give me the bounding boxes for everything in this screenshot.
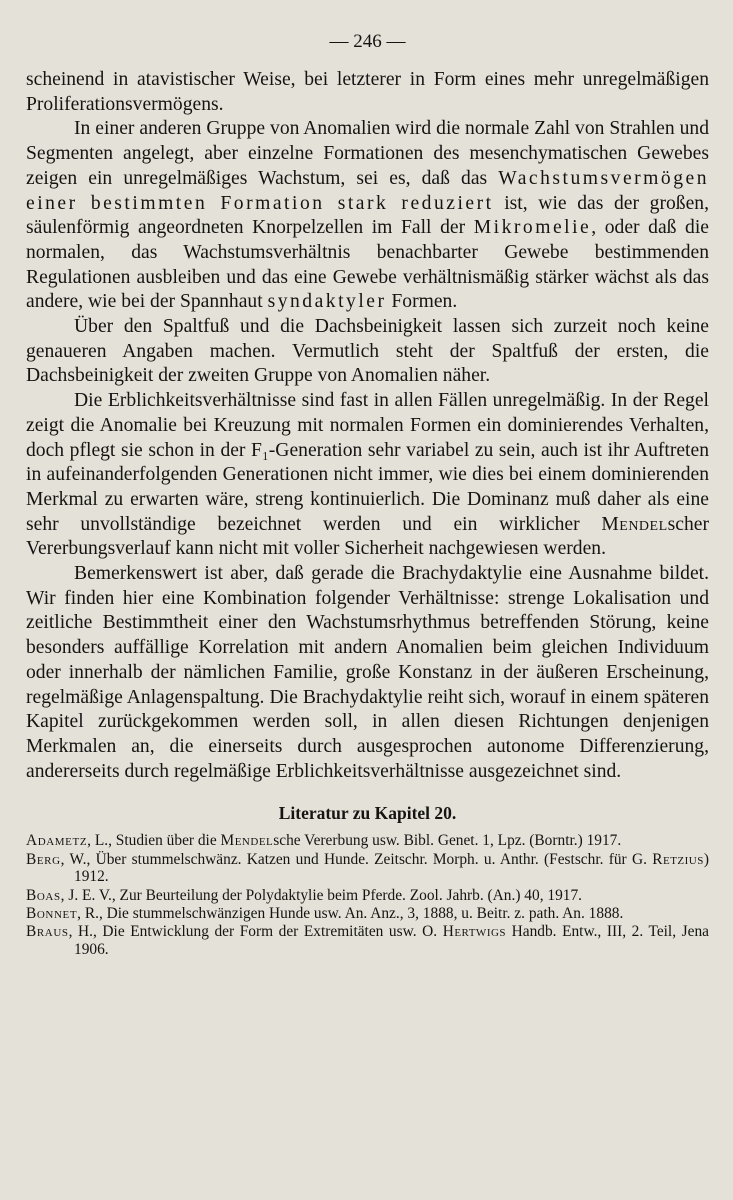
spaced-emphasis: Wachstumsvermögen einer bestimmten Formation stark reduziert [26, 167, 709, 214]
small-caps-name: Retzius [652, 850, 704, 868]
spaced-emphasis: syndaktyler [267, 291, 387, 313]
text-run: sche Vererbung usw. Bibl. Genet. 1, Lpz. (Borntr.) 1917. [273, 832, 622, 850]
text-run: Die Erblichkeitsverhältnisse sind fast in allen Fällen unregelmäßig. In der Regel zeigt die Anomalie bei Kreuzung mit normalen Formen ein dominierendes Verhalten, doch pflegt sie schon in der F₁-Generation sehr variabel zu sein, auch ist ihr Auftreten in aufeinanderfolgenden Generationen nicht immer, wie dies bei einem dominierenden Merkmal zu erwarten wäre, streng kontinuierlich. Die Dominanz muß daher als eine sehr unvollständige bezeichnet werden und ein wirklicher [26, 390, 709, 535]
text-run: scheinend in atavistischer Weise, bei letzterer in Form eines mehr unregelmäßigen Proliferationsvermögens. [26, 69, 709, 115]
text-run: scher Vererbungsverlauf kann nicht mit voller Sicherheit nachgewiesen werden. [26, 513, 709, 560]
text-run: ist, wie das der großen, säulenförmig angeordneten Knorpelzellen im Fall der [26, 192, 709, 239]
small-caps-name: Mendel [220, 832, 274, 850]
small-caps-name: Mendel [601, 513, 668, 535]
text-run: , H., Die Entwicklung der Form der Extremitäten usw. O. [68, 923, 443, 941]
reference-list [26, 832, 709, 958]
paragraph [26, 117, 709, 315]
body-text [26, 68, 709, 784]
text-run: Bemerkenswert ist aber, daß gerade die Brachydaktylie eine Ausnahme bildet. Wir finden hier eine Kombination folgender Verhältnisse: strenge Lokalisation und zeitliche Bestimmtheit einer den Wachstumsrhythmus betreffenden Störung, keine besonders auffällige Korrelation mit andern Anomalien beim gleichen Individuum oder innerhalb der nämlichen Familie, große Konstanz in der äußeren Erscheinung, regelmäßige Anlagenspaltung. Die Brachydaktylie reiht sich, worauf in einem späteren Kapitel zurückgekommen werden soll, in allen diesen Richtungen denjenigen Merkmalen an, die einerseits durch ausgesprochen autonome Differenzierung, andererseits durch regelmäßige Erblichkeitsverhältnisse ausgezeichnet sind. [26, 563, 709, 782]
reference-entry [26, 851, 709, 886]
text-run: , W., Über stummelschwänz. Katzen und Hunde. Zeitschr. Morph. u. Anthr. (Festschr. für G. [60, 850, 653, 868]
text-run: , L., Studien über die [87, 832, 221, 850]
text-run: , J. E. V., Zur Beurteilung der Polydaktylie beim Pferde. Zool. Jahrb. (An.) 40, 1917. [60, 886, 583, 904]
text-run: ) 1912. [74, 850, 709, 886]
text-run: Über den Spaltfuß und die Dachsbeinigkeit lassen sich zurzeit noch keine genaueren Angaben machen. Vermutlich steht der Spaltfuß der ersten, die Dachsbeinigkeit der zweiten Gruppe von Anomalien näher. [26, 316, 709, 387]
reference-author: Braus [26, 923, 69, 941]
reference-entry [26, 923, 709, 958]
reference-author: Berg [26, 850, 61, 868]
paragraph [26, 389, 709, 562]
page-number: — 246 — [329, 31, 406, 52]
reference-author: Adametz [26, 832, 88, 850]
reference-entry [26, 905, 709, 922]
text-run: , oder daß die normalen, das Wachstumsverhältnis benachbarter Gewebe bestimmenden Regulationen ausbleiben und das eine Gewebe verhältnismäßig stärker wächst als das andere, wie bei der Spannhaut [26, 217, 709, 313]
text-run: , R., Die stummelschwänzigen Hunde usw. An. Anz., 3, 1888, u. Beitr. z. path. An. 1888. [77, 905, 624, 923]
text-run: Formen. [386, 291, 458, 313]
spaced-emphasis: Mikromelie [473, 217, 592, 239]
text-run: In einer anderen Gruppe von Anomalien wird die normale Zahl von Strahlen und Segmenten angelegt, aber einzelne Formationen des mesenchymatischen Gewebes zeigen ein unregelmäßiges Wachstum, sei es, daß das [26, 118, 709, 189]
literature-heading: Literatur zu Kapitel 20. [278, 803, 457, 824]
reference-entry [26, 832, 709, 849]
text-run: Handb. Entw., III, 2. Teil, Jena 1906. [74, 923, 709, 958]
reference-author: Bonnet [26, 905, 78, 923]
paragraph [26, 562, 709, 784]
reference-entry [26, 887, 709, 904]
paragraph [26, 315, 709, 389]
paragraph [26, 68, 709, 117]
small-caps-name: Hertwigs [442, 923, 507, 941]
reference-author: Boas [26, 886, 61, 904]
